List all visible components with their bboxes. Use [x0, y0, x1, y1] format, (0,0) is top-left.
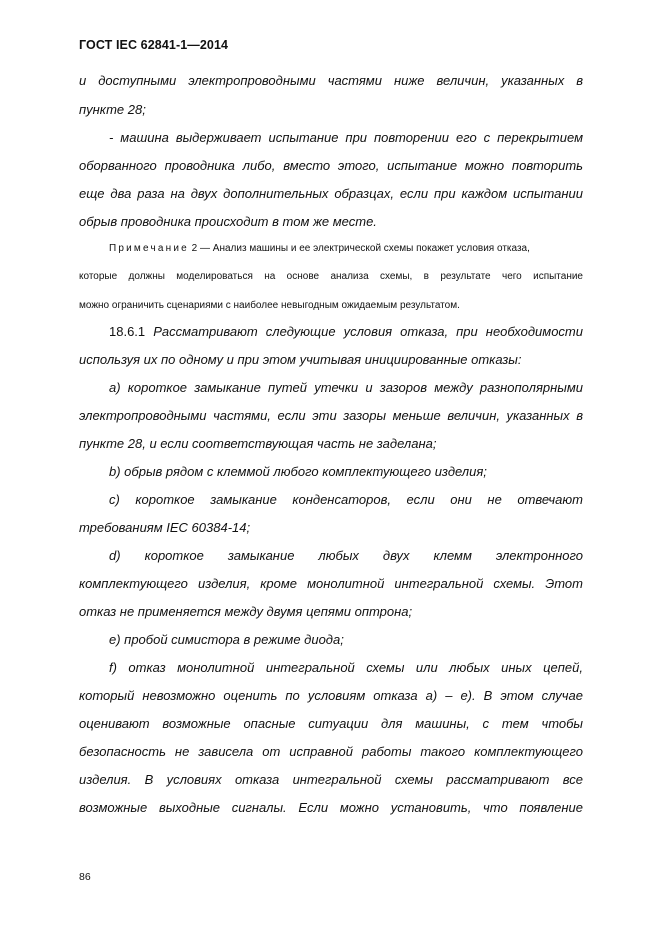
list-item-b: b) обрыв рядом с клеммой любого комплектующего изделия; — [109, 464, 487, 479]
text-line: изделия. В условиях отказа интегральной схемы рассматривают все — [79, 772, 583, 787]
text-line: отказ не применяется между двумя цепями оптрона; — [79, 604, 413, 619]
text-line: и доступными электропроводными частями ниже величин, указанных в — [79, 73, 583, 88]
note-line: которые должны моделироваться на основе анализа схемы, в результате чего испытание — [79, 271, 583, 282]
text-line: еще два раза на двух дополнительных образцах, если при каждом испытании — [79, 186, 583, 201]
clause-line — [79, 324, 583, 340]
text-line: оборванного проводника либо, вместо этого, испытание можно повторить — [79, 158, 583, 173]
note-label: Примечание — [109, 243, 189, 254]
text-line: безопасность не зависела от исправной работы такого комплектующего — [79, 744, 583, 759]
text-line: оценивают возможные опасные ситуации для машины, с тем чтобы — [79, 716, 583, 731]
clause-text — [109, 324, 583, 339]
text-line: электропроводными частями, если эти зазоры меньше величин, указанных в — [79, 408, 583, 423]
text-line: обрыв проводника происходит в том же месте. — [79, 214, 377, 229]
note-first-line — [79, 242, 583, 255]
clause-number: 18.6.1 — [109, 324, 146, 339]
text-line: пункте 28, и если соответствующая часть не заделана; — [79, 436, 437, 451]
text-line: требованиям IEC 60384-14; — [79, 520, 251, 535]
list-item-e: e) пробой симистора в режиме диода; — [109, 632, 344, 647]
note-line: можно ограничить сценариями с наиболее невыгодным ожидаемым результатом. — [79, 300, 460, 311]
list-item-c: c) короткое замыкание конденсаторов, если они не отвечают — [109, 492, 583, 507]
document-header: ГОСТ IEC 62841-1—2014 — [79, 38, 229, 52]
clause-body: Рассматривают следующие условия отказа, при необходимости — [145, 324, 583, 339]
list-item-a: a) короткое замыкание путей утечки и зазоров между разнополярными — [109, 380, 583, 395]
list-item-d: d) короткое замыкание любых двух клемм электронного — [109, 548, 583, 563]
page-number: 86 — [79, 871, 91, 883]
text-line: возможные выходные сигналы. Если можно установить, что появление — [79, 800, 583, 815]
text-line: - машина выдерживает испытание при повторении его с перекрытием — [109, 130, 583, 145]
list-item-f: f) отказ монолитной интегральной схемы или любых иных цепей, — [109, 660, 583, 675]
note-number-text: 2 — Анализ машины и ее электрической схемы покажет условия отказа, — [191, 243, 530, 254]
text-line: используя их по одному и при этом учитывая инициированные отказы: — [79, 352, 522, 367]
text-line: пункте 28; — [79, 102, 146, 117]
text-line: комплектующего изделия, кроме монолитной интегральной схемы. Этот — [79, 576, 583, 591]
text-line: который невозможно оценить по условиям отказа a) – e). В этом случае — [79, 688, 583, 703]
